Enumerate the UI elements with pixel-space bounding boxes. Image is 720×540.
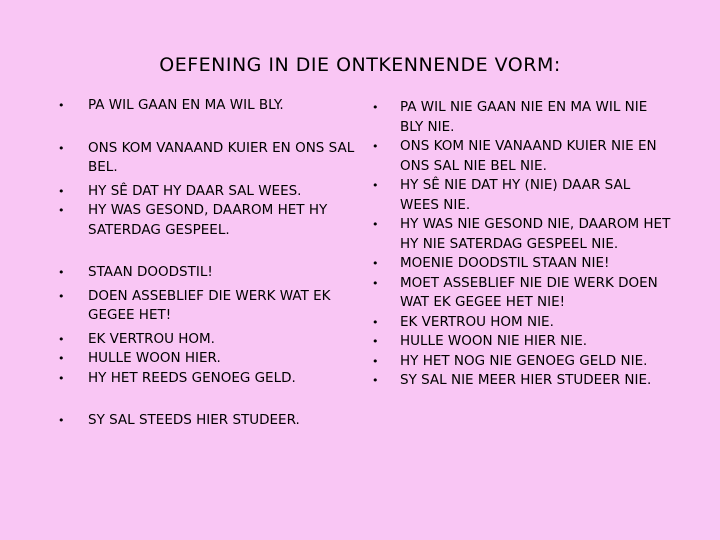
list-item: • HULLE WOON HIER. (58, 349, 358, 369)
bullet-icon: • (372, 140, 379, 153)
list-item: • HY WAS NIE GESOND NIE, DAAROM HET HY NIE SATERDAG GESPEEL NIE. (372, 216, 671, 252)
bullet-icon: • (58, 204, 65, 217)
bullet-icon: • (58, 184, 65, 198)
bullet-icon: • (372, 257, 379, 270)
list-item: • SY SAL STEEDS HIER STUDEER. (58, 411, 358, 431)
list-item: • EK VERTROU HOM NIE. (372, 313, 672, 333)
bullet-icon: • (58, 99, 65, 112)
bullet-icon: • (58, 332, 65, 346)
list-item: • PA WIL NIE GAAN NIE EN MA WIL NIE BLY NIE. (372, 99, 648, 135)
list-item: • ONS KOM NIE VANAAND KUIER NIE EN ONS SAL NIE BEL NIE. (372, 138, 657, 174)
bullet-icon: • (58, 289, 65, 303)
bullet-icon: • (372, 374, 379, 387)
list-item: • DOEN ASSEBLIEF DIE WERK WAT EK GEGEE HET! (58, 287, 331, 323)
bullet-icon: • (372, 276, 379, 290)
list-item: • STAAN DOODSTIL! (58, 263, 358, 283)
list-item: • SY SAL NIE MEER HIER STUDEER NIE. (372, 371, 672, 391)
list-item: • HY HET NOG NIE GENOEG GELD NIE. (372, 352, 672, 372)
bullet-icon: • (372, 218, 379, 231)
bullet-icon: • (58, 266, 65, 279)
list-item: • MOENIE DOODSTIL STAAN NIE! (372, 254, 672, 274)
list-item: • HY SÊ DAT HY DAAR SAL WEES. (58, 182, 358, 202)
list-item: • HULLE WOON NIE HIER NIE. (372, 332, 672, 352)
negative-sentence-list (372, 98, 672, 391)
list-item: • HY HET REEDS GENOEG GELD. (58, 369, 358, 389)
bullet-icon: • (372, 101, 379, 114)
bullet-icon: • (372, 315, 379, 329)
list-item: • EK VERTROU HOM. (58, 330, 358, 350)
bullet-icon: • (58, 371, 65, 385)
list-item: • HY WAS GESOND, DAAROM HET HY SATERDAG GESPEEL. (58, 202, 328, 238)
bullet-icon: • (58, 141, 65, 155)
bullet-icon: • (58, 414, 65, 427)
bullet-icon: • (372, 354, 379, 368)
affirmative-sentence-list (58, 96, 358, 431)
list-item: • ONS KOM VANAAND KUIER EN ONS SAL BEL. (58, 139, 355, 175)
page-title: OEFENING IN DIE ONTKENNENDE VORM: (159, 54, 561, 76)
list-item: • PA WIL GAAN EN MA WIL BLY. (58, 96, 358, 116)
bullet-icon: • (372, 335, 379, 348)
bullet-icon: • (372, 179, 379, 192)
list-item: • HY SÊ NIE DAT HY (NIE) DAAR SAL WEES NIE. (372, 177, 631, 213)
list-item: • MOET ASSEBLIEF NIE DIE WERK DOEN WAT EK GEGEE HET NIE! (372, 274, 658, 310)
bullet-icon: • (58, 352, 65, 365)
